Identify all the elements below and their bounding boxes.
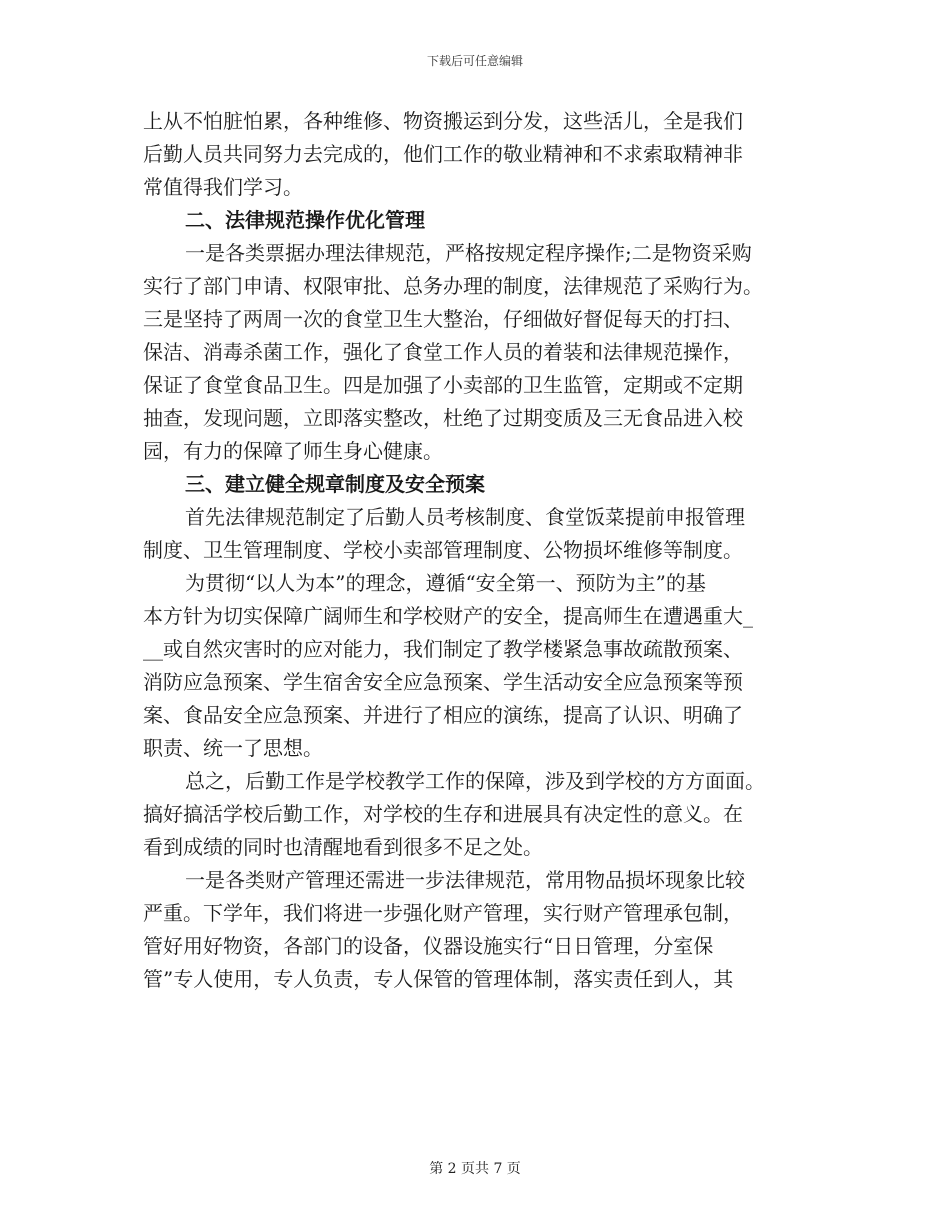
text-line: 搞好搞活学校后勤工作，对学校的生存和进展具有决定性的意义。在 [143,802,743,826]
text-line: 上从不怕脏怕累，各种维修、物资搬运到分发，这些活儿，全是我们 [143,109,743,133]
text-line: 管”专人使用，专人负责，专人保管的管理体制，落实责任到人，其 [143,967,734,991]
text-line: 本方针为切实保障广阔师生和学校财产的安全，提高师生在遭遇重大_ [143,604,753,628]
text-line: 职责、统一了思想。 [143,736,323,760]
text-line: 消防应急预案、学生宿舍安全应急预案、学生活动安全应急预案等预 [143,670,743,694]
text-line: 实行了部门申请、权限审批、总务办理的制度，法律规范了采购行为。 [143,274,763,298]
document-body [143,105,810,996]
text-line: 常值得我们学习。 [143,175,303,199]
text-line: 保证了食堂食品卫生。四是加强了小卖部的卫生监管，定期或不定期 [143,373,743,397]
text-line: 看到成绩的同时也清醒地看到很多不足之处。 [143,835,543,859]
text-line: 一是各类票据办理法律规范，严格按规定程序操作;二是物资采购 [185,241,752,265]
text-line: 首先法律规范制定了后勤人员考核制度、食堂饭菜提前申报管理 [185,505,745,529]
text-line: 严重。下学年，我们将进一步强化财产管理，实行财产管理承包制， [143,901,743,925]
page-header: 下载后可任意编辑 [426,54,523,68]
section-heading: 三、建立健全规章制度及安全预案 [185,472,485,496]
text-line: 为贯彻“以人为本”的理念，遵循“安全第一、预防为主”的基 [185,571,706,595]
page-number: 第 2 页共 7 页 [429,1161,521,1177]
text-line: 总之，后勤工作是学校教学工作的保障，涉及到学校的方方面面。 [185,769,765,793]
text-line: 三是坚持了两周一次的食堂卫生大整治，仔细做好督促每天的打扫、 [143,307,743,331]
text-line: 后勤人员共同努力去完成的，他们工作的敬业精神和不求索取精神非 [143,142,743,166]
text-line: __或自然灾害时的应对能力，我们制定了教学楼紧急事故疏散预案、 [143,637,743,661]
text-line: 园，有力的保障了师生身心健康。 [143,439,443,463]
text-line: 案、食品安全应急预案、并进行了相应的演练，提高了认识、明确了 [143,703,743,727]
text-line: 一是各类财产管理还需进一步法律规范，常用物品损坏现象比较 [185,868,745,892]
text-line: 制度、卫生管理制度、学校小卖部管理制度、公物损坏维修等制度。 [143,538,743,562]
section-heading: 二、法律规范操作优化管理 [185,208,425,232]
text-line: 抽查，发现问题，立即落实整改，杜绝了过期变质及三无食品进入校 [143,406,743,430]
text-line: 管好用好物资，各部门的设备，仪器设施实行“日日管理，分室保 [143,934,714,958]
text-line: 保洁、消毒杀菌工作，强化了食堂工作人员的着装和法律规范操作， [143,340,743,364]
